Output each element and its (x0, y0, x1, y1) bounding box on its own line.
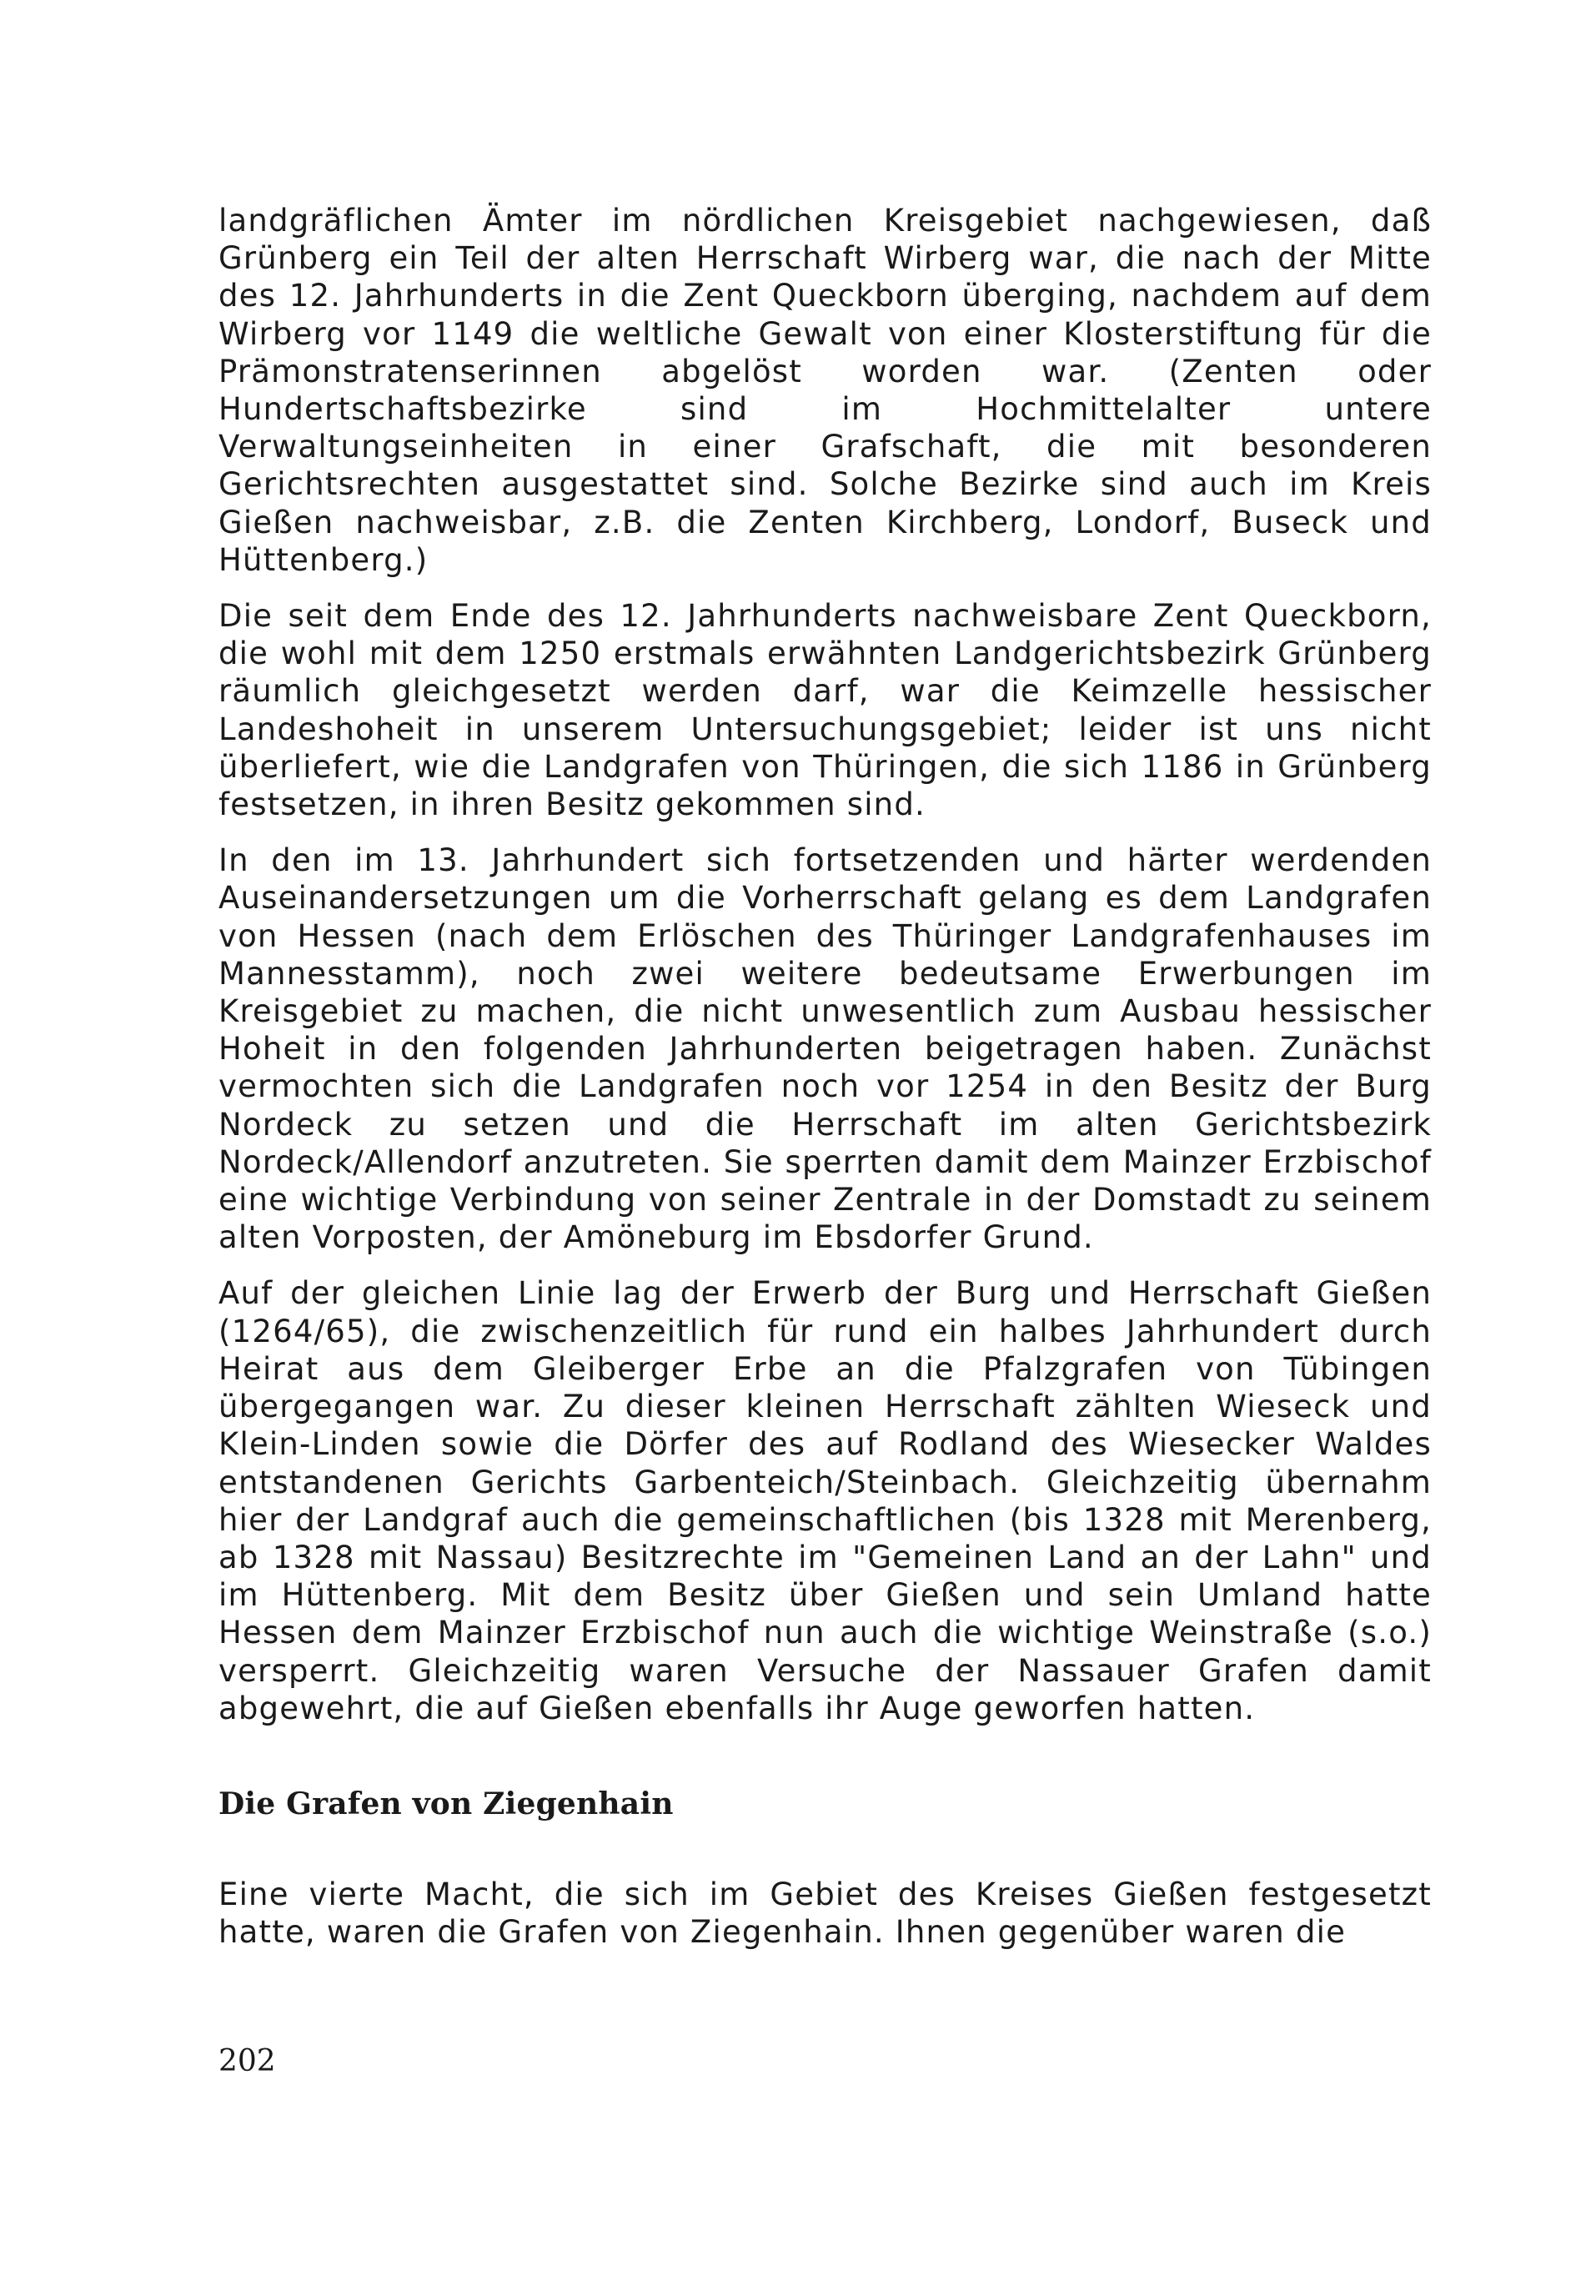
body-paragraph: Auf der gleichen Linie lag der Erwerb der Burg und Herrschaft Gießen (1264/65), die zwischenzeitlich für rund ein halbes Jahrhundert durch Heirat aus dem Gleiberger Erbe an die Pfalzgrafen von Tübingen übergegangen war. Zu dieser kleinen Herrschaft zählten Wieseck und Klein-Linden sowie die Dörfer des auf Rodland des Wiesecker Waldes entstandenen Gerichts Garbenteich/Steinbach. Gleichzeitig übernahm hier der Landgraf auch die gemeinschaftlichen (bis 1328 mit Merenberg, ab 1328 mit Nassau) Besitzrechte im "Gemeinen Land an der Lahn" und im Hüttenberg. Mit dem Besitz über Gießen und sein Umland hatte Hessen dem Mainzer Erzbischof nun auch die wichtige Weinstraße (s.o.) versperrt. Gleichzeitig waren Versuche der Nassauer Grafen damit abgewehrt, die auf Gießen ebenfalls ihr Auge geworfen hatten. (218, 1275, 1432, 1726)
body-paragraph: Die seit dem Ende des 12. Jahrhunderts nachweisbare Zent Queckborn, die wohl mit dem 1250 erstmals erwähnten Landgerichtsbezirk Grünberg räumlich gleichgesetzt werden darf, war die Keimzelle hessischer Landeshoheit in unserem Untersuchungsgebiet; leider ist uns nicht überliefert, wie die Landgrafen von Thüringen, die sich 1186 in Grünberg festsetzen, in ihren Besitz gekommen sind. (218, 598, 1432, 823)
document-page (218, 202, 1432, 1951)
body-paragraph: In den im 13. Jahrhundert sich fortsetzenden und härter werdenden Auseinandersetzungen um die Vorherrschaft gelang es dem Landgrafen von Hessen (nach dem Erlöschen des Thüringer Landgrafenhauses im Mannesstamm), noch zwei weitere bedeutsame Erwerbungen im Kreisgebiet zu machen, die nicht unwesentlich zum Ausbau hessischer Hoheit in den folgenden Jahrhunderten beigetragen haben. Zunächst vermochten sich die Landgrafen noch vor 1254 in den Besitz der Burg Nordeck zu setzen und die Herrschaft im alten Gerichtsbezirk Nordeck/Allendorf anzutreten. Sie sperrten damit dem Mainzer Erzbischof eine wichtige Verbindung von seiner Zentrale in der Domstadt zu seinem alten Vorposten, der Amöneburg im Ebsdorfer Grund. (218, 842, 1432, 1256)
body-paragraph: Eine vierte Macht, die sich im Gebiet des Kreises Gießen festgesetzt hatte, waren die Grafen von Ziegenhain. Ihnen gegenüber waren die (218, 1876, 1432, 1951)
body-paragraph: landgräflichen Ämter im nördlichen Kreisgebiet nachgewiesen, daß Grünberg ein Teil der alten Herrschaft Wirberg war, die nach der Mitte des 12. Jahrhunderts in die Zent Queckborn überging, nachdem auf dem Wirberg vor 1149 die weltliche Gewalt von einer Klosterstiftung für die Prämonstratenserinnen abgelöst worden war. (Zenten oder Hundertschaftsbezirke sind im Hochmittelalter untere Verwaltungseinheiten in einer Grafschaft, die mit besonderen Gerichtsrechten ausgestattet sind. Solche Bezirke sind auch im Kreis Gießen nachweisbar, z.B. die Zenten Kirchberg, Londorf, Buseck und Hüttenberg.) (218, 203, 1432, 578)
page-number: 202 (218, 2044, 276, 2078)
section-heading: Die Grafen von Ziegenhain (218, 1786, 674, 1821)
